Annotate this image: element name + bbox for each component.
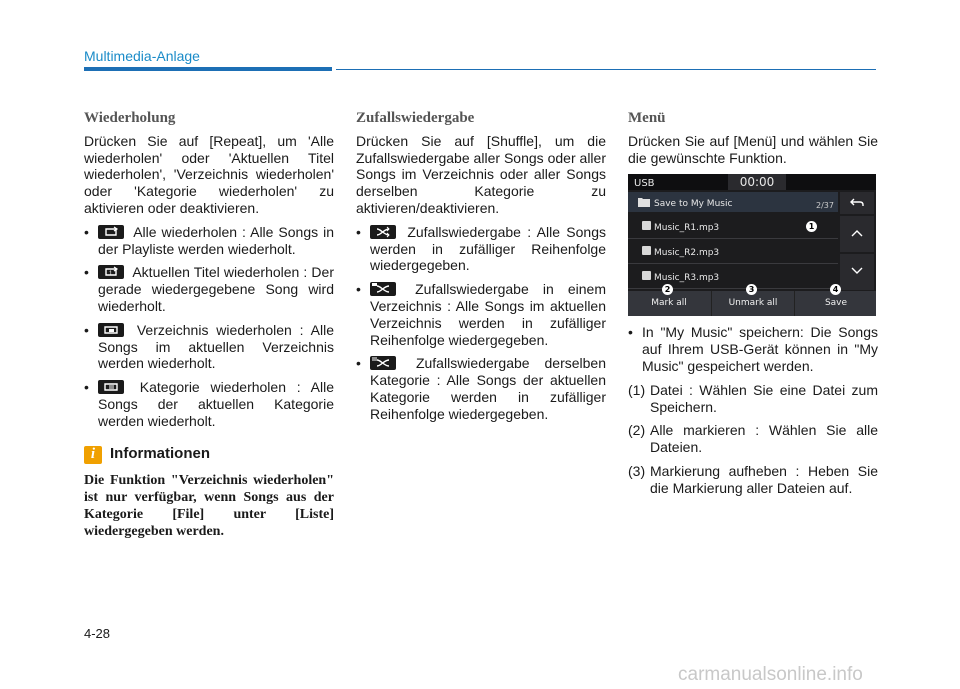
info-header [84,446,334,464]
svg-text:1: 1 [109,271,113,278]
save-button[interactable]: Save [794,291,876,316]
checkbox-icon[interactable] [642,246,651,255]
info-text: Die Funktion "Verzeichnis wiederholen" ist nur verfügbar, wenn Songs aus der Kategorie [File] unter [Liste] wiedergegeben werden. [84,472,334,539]
repeat-all-icon [98,225,124,239]
shuffle-all-icon [370,225,396,239]
step-1-text: Datei : Wählen Sie eine Datei zum Speichern. [650,381,878,415]
info-icon: i [84,446,102,464]
step-3 [628,463,878,497]
back-arrow-icon [850,197,864,209]
repeat-intro: Drücken Sie auf [Repeat], um 'Alle wiederholen' oder 'Aktuellen Titel wiederholen', 'Verzeichnis wiederholen' oder 'Kategorie wiederholen' zu aktivieren oder deaktivieren. [84,132,334,216]
save-to-my-music-label: Save to My Music [654,199,733,210]
heading-menu: Menü [628,110,666,126]
repeat-category-text: Kategorie wiederholen : Alle Songs der aktuellen Kategorie werden wiederholt. [98,379,334,429]
unmark-all-button[interactable]: Unmark all [711,291,794,316]
repeat-all-text: Alle wiederholen : Alle Songs in der Playliste werden wiederholt. [98,223,335,257]
shuffle-intro: Drücken Sie auf [Shuffle], um die Zufallswiedergabe aller Songs oder aller Songs im Verzeichnis oder aller Songs derselben Kategorie zu aktivieren/deaktivieren. [356,132,606,216]
mark-all-button[interactable]: Mark all [651,298,687,309]
column-menu [628,110,878,504]
page-number: 4-28 [84,626,111,641]
shuffle-category-icon [370,356,396,370]
column-shuffle [356,110,606,430]
step-1 [628,382,878,416]
header-bar-right [336,69,876,70]
watermark: carmanualsonline.info [678,664,863,685]
screen-source-label: USB [634,178,655,190]
chevron-up-icon [850,228,864,238]
repeat-folder-text: Verzeichnis wiederholen : Alle Songs im aktuellen Verzeichnis werden wiederholt. [98,321,334,372]
column-repeat [84,110,334,540]
heading-repeat: Wiederholung [84,110,176,126]
header-bar-left [84,67,332,71]
bullet-save-my-music: • In "My Music" speichern: Die Songs auf Ihrem USB-Gerät können in "My Music" gespeichert werden. [628,324,878,374]
heading-shuffle: Zufallswiedergabe [356,110,475,126]
file-name-2: Music_R2.mp3 [654,248,720,259]
bullet-repeat-category: • Kategorie wiederholen : Alle Songs der aktuellen Kategorie werden wiederholt. [84,379,334,429]
callout-4: 4 [830,284,841,295]
repeat-folder-icon [98,323,124,337]
step-2-number: (2) [628,422,646,439]
shuffle-folder-icon [370,282,396,296]
menu-intro: Drücken Sie auf [Menü] und wählen Sie die gewünschte Funktion. [628,132,878,166]
callout-1: 1 [806,221,817,232]
folder-icon [638,197,650,207]
info-title: Informationen [110,445,210,463]
checkbox-checked-icon[interactable] [642,221,651,230]
step-2-text: Alle markieren : Wählen Sie alle Dateien. [650,422,878,456]
bullet-repeat-folder: • Verzeichnis wiederholen : Alle Songs im aktuellen Verzeichnis werden wiederholt. [84,321,334,372]
callout-2: 2 [662,284,673,295]
shuffle-all-text: Zufallswiedergabe : Alle Songs werden in zufälliger Reihenfolge wiedergegeben. [370,223,607,274]
file-name-3: Music_R3.mp3 [654,273,720,284]
chevron-down-icon [850,266,864,276]
bullet-shuffle-all: • Zufallswiedergabe : Alle Songs werden in zufälliger Reihenfolge wiedergegeben. [356,223,607,274]
bullet-repeat-all: • Alle wiederholen : Alle Songs in der Playliste werden wiederholt. [84,223,335,257]
screen-time: 00:00 [728,174,786,190]
infotainment-screen [628,174,876,316]
bullet-repeat-one: • 1 Aktuellen Titel wiederholen : Der gerade wiedergegebene Song wird wiederholt. [84,264,334,314]
shuffle-category-text: Zufallswiedergabe derselben Kategorie : Alle Songs der aktuellen Kategorie werden in zufälliger Reihenfolge wiedergegeben. [370,355,607,422]
bullet-shuffle-category: • Zufallswiedergabe derselben Kategorie : Alle Songs der aktuellen Kategorie werden in zufälliger Reihenfolge wiedergegeben. [356,355,607,422]
repeat-one-icon [98,265,124,279]
save-my-music-text: In "My Music" speichern: Die Songs auf Ihrem USB-Gerät können in "My Music" gespeichert werden. [642,324,878,374]
callout-3: 3 [746,284,757,295]
step-1-number: (1) [628,381,646,398]
bullet-shuffle-folder: • Zufallswiedergabe in einem Verzeichnis : Alle Songs im aktuellen Verzeichnis werden in zufälliger Reihenfolge wiedergegeben. [356,281,606,348]
file-name-1: Music_R1.mp3 [654,223,720,234]
step-3-text: Markierung aufheben : Heben Sie die Markierung aller Dateien auf. [650,462,878,496]
step-3-number: (3) [628,462,646,479]
repeat-category-icon [98,380,124,394]
file-count: 2/37 [816,201,834,211]
section-title: Multimedia-Anlage [84,48,200,64]
shuffle-folder-text: Zufallswiedergabe in einem Verzeichnis : Alle Songs im aktuellen Verzeichnis werden in zufälliger Reihenfolge wiedergegeben. [370,281,606,348]
checkbox-icon[interactable] [642,271,651,280]
step-2 [628,422,878,456]
repeat-one-text: Aktuellen Titel wiederholen : Der gerade wiedergegebene Song wird wiederholt. [98,264,334,314]
